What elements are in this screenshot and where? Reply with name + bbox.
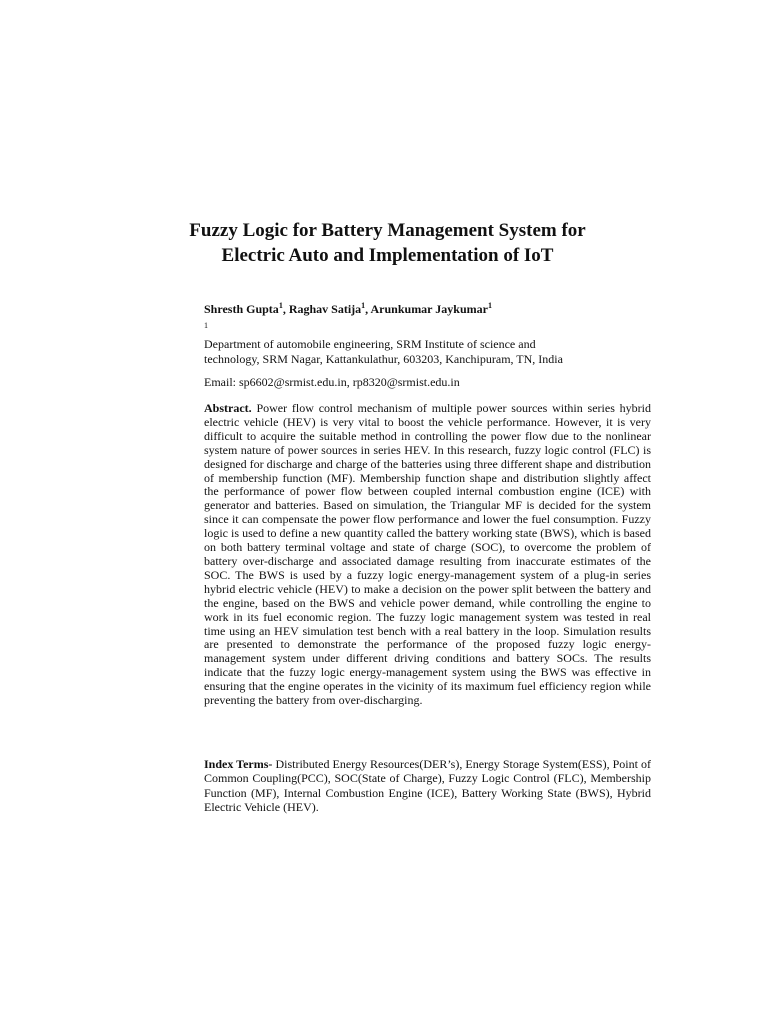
affiliation-text: Department of automobile engineering, SRM Institute of science and xyxy=(204,337,536,351)
email-line: Email: sp6602@srmist.edu.in, rp8320@srmist.edu.in xyxy=(204,375,460,389)
author-name: Raghav Satija xyxy=(288,302,362,316)
author-list: Shresth Gupta$^1$, Raghav Satija$^1$, Arunkumar Jaykumar$^1$ xyxy=(204,301,492,316)
author-affiliation-mark: 1 xyxy=(487,301,492,310)
index-terms xyxy=(204,757,651,815)
abstract xyxy=(204,402,651,708)
index-terms-text: Distributed Energy Resources(DER’s), Energy Storage System(ESS), Point of Common Coupling(PCC), SOC(State of Charge), Fuzzy Logic Control (FLC), Membership Function (MF), Internal Combustion Engine (ICE), Battery Working State (BWS), Hybrid Electric Vehicle (HEV). xyxy=(204,757,652,815)
author-affiliation-mark: 1 xyxy=(361,301,366,310)
abstract-label: Abstract. xyxy=(204,401,252,415)
author-name: Arunkumar Jaykumar xyxy=(370,302,488,316)
index-terms-label: Index Terms- xyxy=(204,757,273,771)
paper-title xyxy=(150,218,625,268)
affiliation-line-1 xyxy=(204,318,654,352)
author-name: Shresth Gupta xyxy=(204,302,279,316)
abstract-text: Power flow control mechanism of multiple power sources within series hybrid electric vehicle (HEV) is very vital to boost the vehicle performance. However, it is very difficult to acquire the suitable method in controlling the power flow due to the nonlinear system nature of power sources in series HEV. In this research, fuzzy logic control (FLC) is designed for discharge and charge of the batteries using three different shape and distribution of membership function (MF). Membership function shape and distribution slightly affect the performance of power flow between coupled internal combustion engine (ICE) with generator and batteries. Based on simulation, the Triangular MF is decided for the system since it can compensate the power flow performance and lower the fuel consumption. Fuzzy logic is used to define a new quantity called the battery working state (BWS), which is based on both battery terminal voltage and state of charge (SOC), to overcome the problem of battery over-discharge and associated damage resulting from inaccurate estimates of the SOC. The BWS is used by a fuzzy logic energy-management system of a plug-in series hybrid electric vehicle (HEV) to make a decision on the power split between the battery and the engine, based on the BWS and vehicle power demand, while controlling the engine to work in its fuel economic region. The fuzzy logic management system was tested in real time using an HEV simulation test bench with a real battery in the loop. Simulation results are presented to demonstrate the performance of the proposed fuzzy logic energy-management system under different driving conditions and battery SOCs. The results indicate that the fuzzy logic energy-management system using the BWS was effective in ensuring that the engine operates in the vicinity of its maximum fuel efficiency region while preventing the battery from over-discharging. xyxy=(204,401,651,708)
author-affiliation-mark: 1 xyxy=(278,301,283,310)
title-line-2: Electric Auto and Implementation of IoT xyxy=(221,245,554,266)
affiliation xyxy=(204,318,654,367)
affiliation-line-2: technology, SRM Nagar, Kattankulathur, 603203, Kanchipuram, TN, India xyxy=(204,352,563,366)
title-line-1: Fuzzy Logic for Battery Management System for xyxy=(189,220,586,241)
affiliation-mark: 1 xyxy=(204,321,208,330)
